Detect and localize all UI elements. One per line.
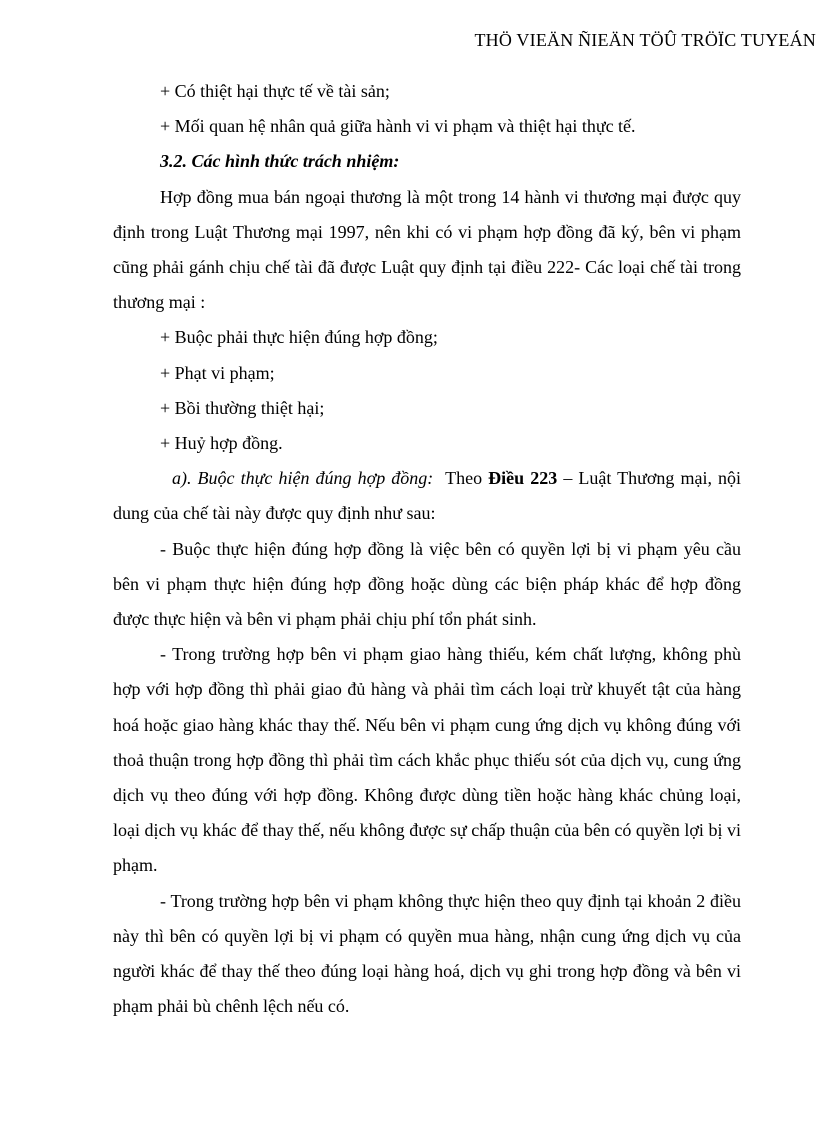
subsection-paragraph bbox=[113, 461, 741, 531]
list-item: + Mối quan hệ nhân quả giữa hành vi vi phạm và thiệt hại thực tế. bbox=[160, 116, 636, 137]
sanction-item: + Bồi thường thiệt hại; bbox=[160, 397, 325, 418]
subsection-title: a). Buộc thực hiện đúng hợp đồng: bbox=[172, 468, 434, 489]
intro-paragraph: Hợp đồng mua bán ngoại thương là một trong 14 hành vi thương mại được quy định trong Luật Thương mại 1997, nên khi có vi phạm hợp đồng đã ký, bên vi phạm cũng phải gánh chịu chế tài đã được Luật quy định tại điều 222- Các loại chế tài trong thương mại : bbox=[113, 186, 741, 313]
subsection-post: – Luật Thương mại, nội dung của chế tài này được quy định như sau: bbox=[113, 468, 742, 524]
sanction-item: + Huỷ hợp đồng. bbox=[160, 433, 283, 454]
body-paragraph: - Trong trường hợp bên vi phạm không thực hiện theo quy định tại khoản 2 điều này thì bên có quyền lợi bị vi phạm có quyền mua hàng, nhận cung ứng dịch vụ của người khác để thay thế theo đúng loại hàng hoá, dịch vụ ghi trong hợp đồng và bên vi phạm phải bù chênh lệch nếu có. bbox=[113, 890, 741, 1017]
article-ref: Điều 223 bbox=[488, 468, 558, 489]
section-heading: 3.2. Các hình thức trách nhiệm: bbox=[160, 151, 400, 172]
page-header: THÖ VIEÄN ÑIEÄN TÖÛ TRÖÏC TUYEÁN bbox=[474, 30, 816, 50]
sanction-item: + Phạt vi phạm; bbox=[160, 362, 275, 383]
list-item: + Có thiệt hại thực tế về tài sản; bbox=[160, 81, 390, 101]
sanction-item: + Buộc phải thực hiện đúng hợp đồng; bbox=[160, 327, 438, 348]
body-paragraph: - Buộc thực hiện đúng hợp đồng là việc bên có quyền lợi bị vi phạm yêu cầu bên vi phạm thực hiện đúng hợp đồng hoặc dùng các biện pháp khác để hợp đồng được thực hiện và bên vi phạm phải chịu phí tổn phát sinh. bbox=[113, 538, 741, 630]
body-paragraph: - Trong trường hợp bên vi phạm giao hàng thiếu, kém chất lượng, không phù hợp với hợp đồng thì phải giao đủ hàng và phải tìm cách loại trừ khuyết tật của hàng hoá hoặc giao hàng khác thay thế. Nếu bên vi phạm cung ứng dịch vụ không đúng với thoả thuận trong hợp đồng thì phải tìm cách khắc phục thiếu sót của dịch vụ, cung ứng dịch vụ theo đúng với hợp đồng. Không được dùng tiền hoặc hàng khác chủng loại, loại dịch vụ khác để thay thế, nếu không được sự chấp thuận của bên có quyền lợi bị vi phạm. bbox=[113, 644, 741, 876]
document-body bbox=[113, 74, 741, 1024]
subsection-pre: Theo bbox=[445, 468, 483, 489]
